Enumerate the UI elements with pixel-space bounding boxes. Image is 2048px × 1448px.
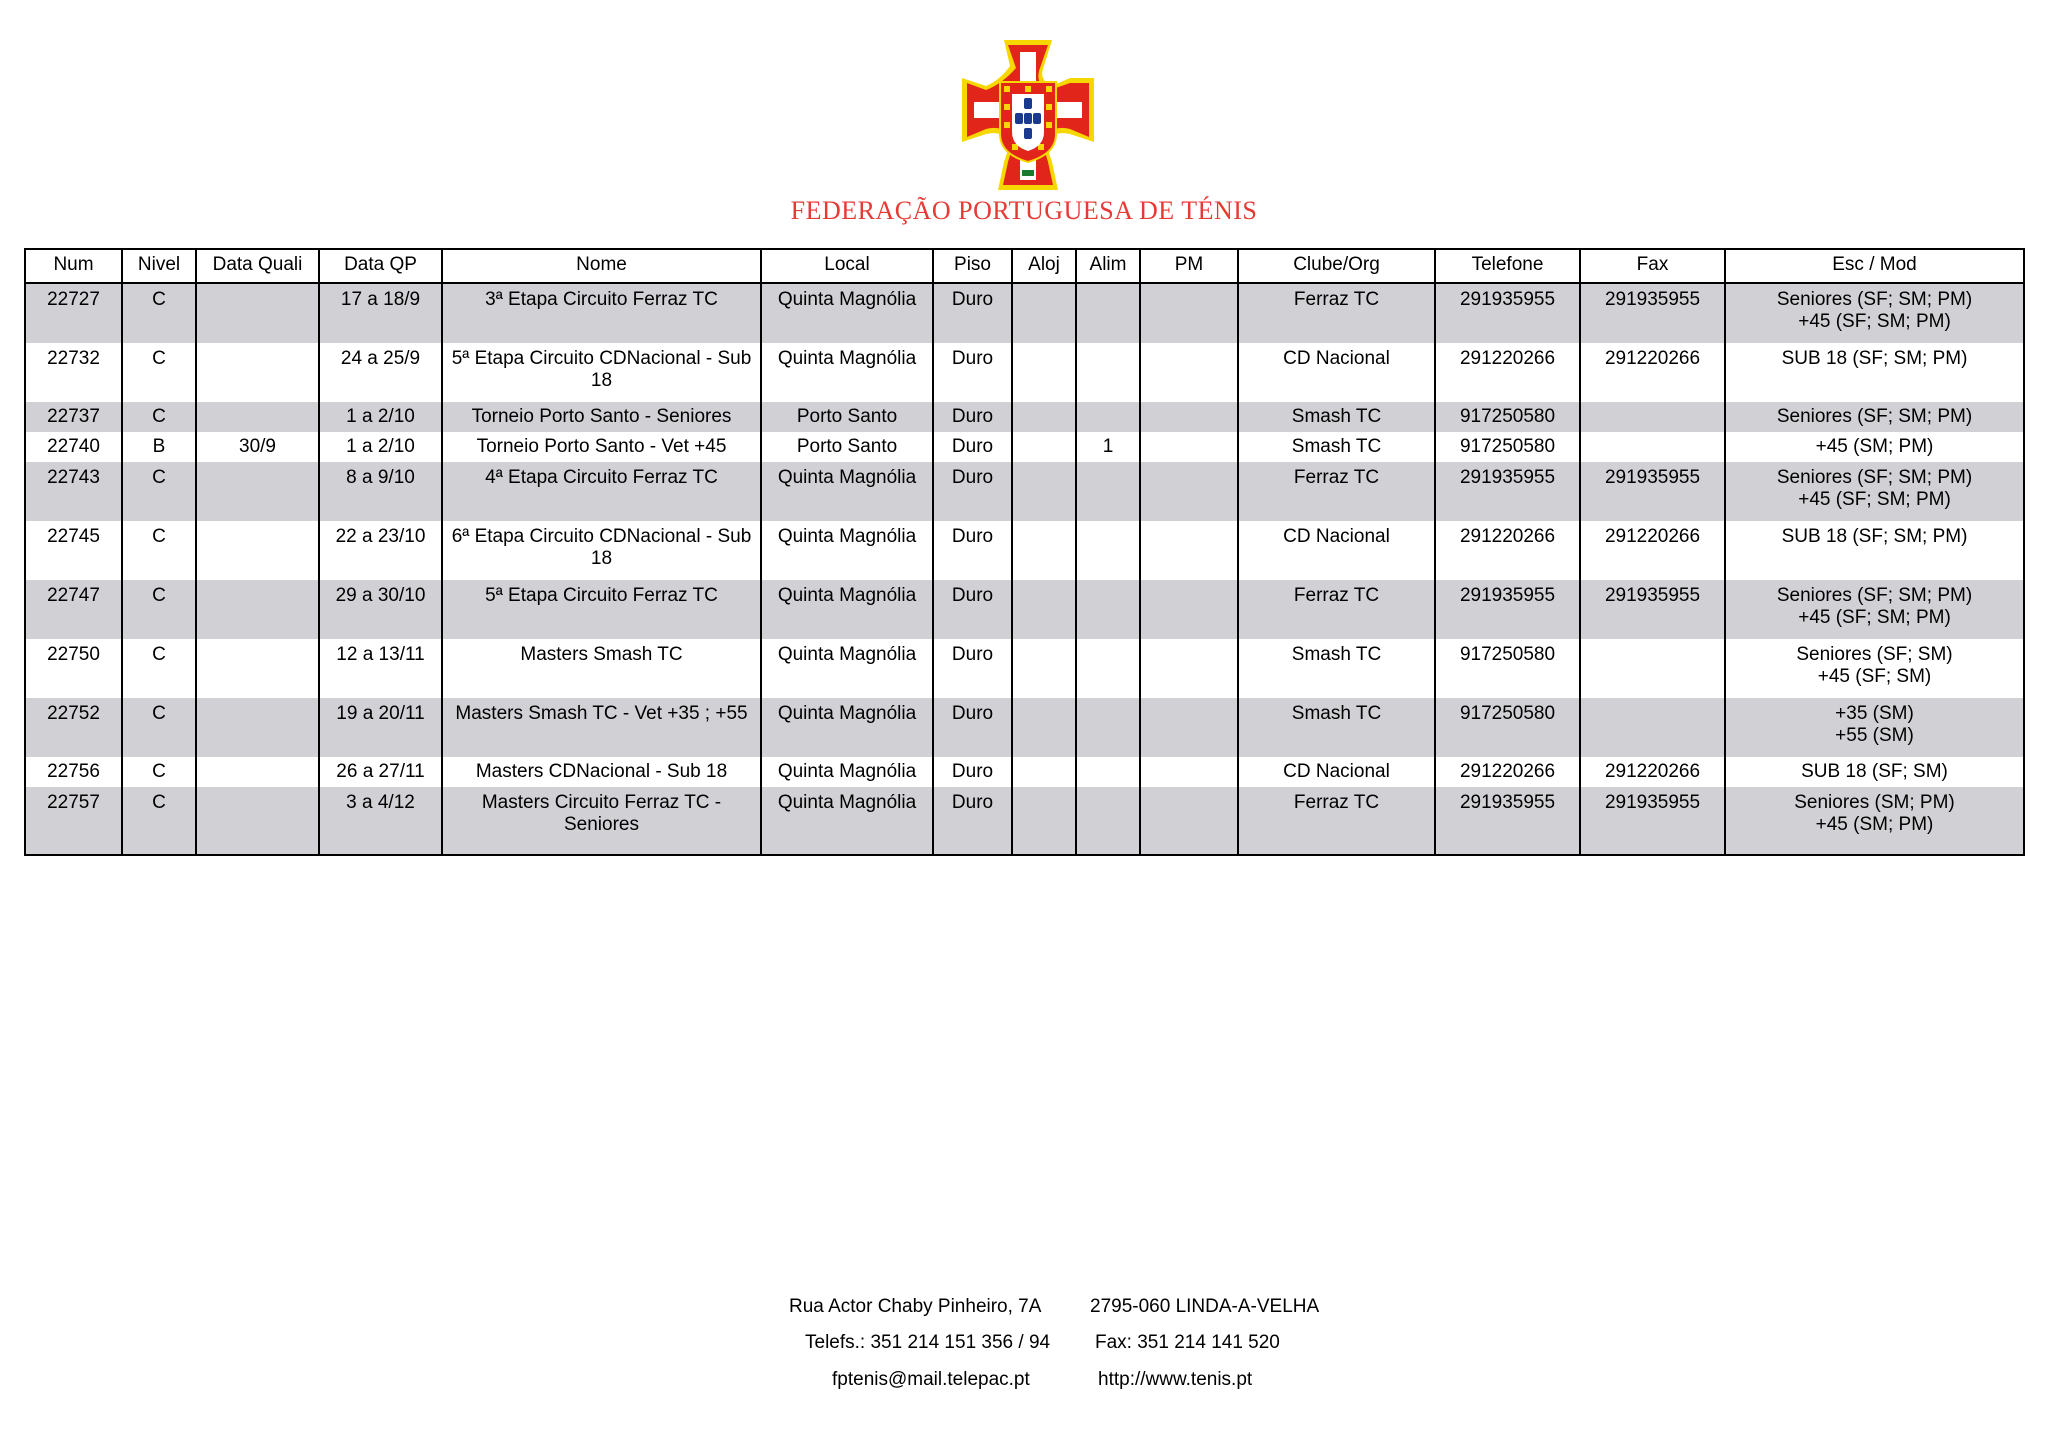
cell-nome: 3ª Etapa Circuito Ferraz TC [442, 283, 761, 343]
cell-pm [1140, 639, 1238, 698]
cell-local: Quinta Magnólia [761, 580, 933, 639]
cell-telefone: 291935955 [1435, 580, 1580, 639]
cell-clube: CD Nacional [1238, 343, 1435, 402]
cell-esc-mod [1725, 698, 2024, 757]
column-header: Num [25, 249, 122, 283]
cell-local: Quinta Magnólia [761, 283, 933, 343]
column-header: Nivel [122, 249, 196, 283]
table-body [25, 283, 2024, 855]
cell-nivel: C [122, 580, 196, 639]
cell-piso: Duro [933, 283, 1012, 343]
cell-fax: 291935955 [1580, 462, 1725, 521]
cell-fax: 291935955 [1580, 787, 1725, 846]
column-header: Fax [1580, 249, 1725, 283]
cell-piso: Duro [933, 757, 1012, 787]
cell-aloj [1012, 432, 1076, 462]
esc-mod-line: Seniores (SM; PM) [1794, 792, 1955, 813]
cross-shield-icon [960, 38, 1096, 192]
cell-clube: Ferraz TC [1238, 462, 1435, 521]
table-row [25, 757, 2024, 787]
table-row [25, 698, 2024, 757]
cell-clube: Smash TC [1238, 432, 1435, 462]
esc-mod-line: +55 (SM) [1835, 725, 1914, 746]
cell-data-quali [196, 462, 319, 521]
cell-nivel: C [122, 698, 196, 757]
cell-data-quali: 30/9 [196, 432, 319, 462]
table-header-row [25, 249, 2024, 283]
esc-mod-line: +45 (SF; SM; PM) [1798, 489, 1951, 510]
cell-pm [1140, 343, 1238, 402]
cell-nivel: C [122, 757, 196, 787]
cell-aloj [1012, 402, 1076, 432]
cell-fax: 291935955 [1580, 580, 1725, 639]
cell-esc-mod [1725, 343, 2024, 402]
cell-local: Quinta Magnólia [761, 787, 933, 846]
cell-piso: Duro [933, 639, 1012, 698]
cell-nivel: C [122, 521, 196, 580]
cell-alim: 1 [1076, 432, 1140, 462]
cell-nivel: B [122, 432, 196, 462]
cell-fax [1580, 639, 1725, 698]
column-header: Telefone [1435, 249, 1580, 283]
cell-data-quali [196, 402, 319, 432]
cell-nome: 4ª Etapa Circuito Ferraz TC [442, 462, 761, 521]
cell-nome: Torneio Porto Santo - Seniores [442, 402, 761, 432]
cell-aloj [1012, 283, 1076, 343]
cell-esc-mod [1725, 432, 2024, 462]
cell-telefone: 291935955 [1435, 787, 1580, 846]
cell-num: 22750 [25, 639, 122, 698]
cell-clube: Smash TC [1238, 639, 1435, 698]
cell-esc-mod [1725, 757, 2024, 787]
esc-mod-line: SUB 18 (SF; SM; PM) [1781, 526, 1968, 547]
spacer-cell [1580, 846, 1725, 855]
cell-clube: CD Nacional [1238, 521, 1435, 580]
column-header: Data Quali [196, 249, 319, 283]
esc-mod-line: SUB 18 (SF; SM) [1801, 761, 1948, 782]
cell-telefone: 291220266 [1435, 343, 1580, 402]
table-row [25, 343, 2024, 402]
cell-num: 22747 [25, 580, 122, 639]
cell-esc-mod [1725, 580, 2024, 639]
cell-local: Quinta Magnólia [761, 639, 933, 698]
spacer-cell [1012, 846, 1076, 855]
column-header: Data QP [319, 249, 442, 283]
cell-piso: Duro [933, 462, 1012, 521]
column-header: Local [761, 249, 933, 283]
cell-esc-mod [1725, 402, 2024, 432]
cell-nivel: C [122, 343, 196, 402]
cell-data-qp: 3 a 4/12 [319, 787, 442, 846]
cell-aloj [1012, 698, 1076, 757]
table-footer-spacer [25, 846, 2024, 855]
cell-nivel: C [122, 787, 196, 846]
table-row [25, 432, 2024, 462]
esc-mod-line: +45 (SF; SM) [1817, 666, 1932, 687]
cell-aloj [1012, 757, 1076, 787]
cell-data-quali [196, 639, 319, 698]
column-header: Clube/Org [1238, 249, 1435, 283]
cell-data-qp: 29 a 30/10 [319, 580, 442, 639]
cell-num: 22737 [25, 402, 122, 432]
cell-pm [1140, 787, 1238, 846]
esc-mod-line: Seniores (SF; SM; PM) [1776, 289, 1973, 310]
cell-aloj [1012, 462, 1076, 521]
events-table [24, 248, 2025, 856]
cell-clube: Smash TC [1238, 402, 1435, 432]
cell-esc-mod [1725, 639, 2024, 698]
cell-nivel: C [122, 402, 196, 432]
spacer-cell [319, 846, 442, 855]
cell-clube: Ferraz TC [1238, 283, 1435, 343]
cell-pm [1140, 402, 1238, 432]
cell-aloj [1012, 580, 1076, 639]
cell-piso: Duro [933, 580, 1012, 639]
spacer-cell [196, 846, 319, 855]
cell-esc-mod [1725, 283, 2024, 343]
cell-piso: Duro [933, 402, 1012, 432]
cell-aloj [1012, 639, 1076, 698]
cell-fax [1580, 402, 1725, 432]
footer-fax: Fax: 351 214 141 520 [1095, 1332, 1280, 1353]
table-row [25, 283, 2024, 343]
cell-clube: CD Nacional [1238, 757, 1435, 787]
cell-nome: Masters CDNacional - Sub 18 [442, 757, 761, 787]
esc-mod-line: SUB 18 (SF; SM; PM) [1781, 348, 1968, 369]
cell-num: 22757 [25, 787, 122, 846]
cell-fax: 291220266 [1580, 343, 1725, 402]
column-header: Aloj [1012, 249, 1076, 283]
column-header: Nome [442, 249, 761, 283]
cell-data-quali [196, 787, 319, 846]
table-row [25, 402, 2024, 432]
cell-aloj [1012, 521, 1076, 580]
spacer-cell [933, 846, 1012, 855]
cell-nome: 6ª Etapa Circuito CDNacional - Sub 18 [442, 521, 761, 580]
esc-mod-line: +45 (SF; SM; PM) [1798, 311, 1951, 332]
cell-telefone: 917250580 [1435, 639, 1580, 698]
cell-local: Quinta Magnólia [761, 462, 933, 521]
cell-telefone: 291220266 [1435, 757, 1580, 787]
esc-mod-line: Seniores (SF; SM; PM) [1776, 467, 1973, 488]
spacer-cell [1140, 846, 1238, 855]
cell-local: Porto Santo [761, 402, 933, 432]
cell-data-qp: 1 a 2/10 [319, 432, 442, 462]
cell-local: Quinta Magnólia [761, 757, 933, 787]
esc-mod-line: Seniores (SF; SM) [1796, 644, 1953, 665]
cell-alim [1076, 462, 1140, 521]
cell-alim [1076, 787, 1140, 846]
table-row [25, 787, 2024, 846]
spacer-cell [1435, 846, 1580, 855]
cell-pm [1140, 521, 1238, 580]
cell-aloj [1012, 343, 1076, 402]
cell-alim [1076, 757, 1140, 787]
cell-alim [1076, 521, 1140, 580]
cell-alim [1076, 580, 1140, 639]
cell-piso: Duro [933, 521, 1012, 580]
cell-fax [1580, 698, 1725, 757]
cell-nome: Masters Circuito Ferraz TC - Seniores [442, 787, 761, 846]
cell-telefone: 291935955 [1435, 283, 1580, 343]
federation-logo [960, 38, 1096, 192]
cell-alim [1076, 402, 1140, 432]
cell-fax: 291935955 [1580, 283, 1725, 343]
esc-mod-line: +45 (SM; PM) [1815, 814, 1934, 835]
cell-telefone: 291220266 [1435, 521, 1580, 580]
esc-mod-line: +45 (SM; PM) [1815, 436, 1934, 457]
cell-clube: Smash TC [1238, 698, 1435, 757]
cell-num: 22752 [25, 698, 122, 757]
cell-local: Porto Santo [761, 432, 933, 462]
cell-nome: 5ª Etapa Circuito Ferraz TC [442, 580, 761, 639]
footer-phones: Telefs.: 351 214 151 356 / 94 [805, 1332, 1051, 1353]
table-row [25, 521, 2024, 580]
cell-data-qp: 24 a 25/9 [319, 343, 442, 402]
footer-address: Rua Actor Chaby Pinheiro, 7A [789, 1296, 1042, 1317]
cell-num: 22727 [25, 283, 122, 343]
table-row [25, 580, 2024, 639]
table-row [25, 462, 2024, 521]
cell-num: 22743 [25, 462, 122, 521]
esc-mod-line: +35 (SM) [1835, 703, 1914, 724]
cell-aloj [1012, 787, 1076, 846]
cell-num: 22756 [25, 757, 122, 787]
org-name: FEDERAÇÃO PORTUGUESA DE TÉNIS [790, 196, 1258, 225]
cell-data-qp: 22 a 23/10 [319, 521, 442, 580]
spacer-cell [1725, 846, 2024, 855]
cell-piso: Duro [933, 432, 1012, 462]
cell-data-qp: 12 a 13/11 [319, 639, 442, 698]
cell-local: Quinta Magnólia [761, 343, 933, 402]
footer-postal: 2795-060 LINDA-A-VELHA [1090, 1296, 1320, 1317]
cell-piso: Duro [933, 343, 1012, 402]
table-row [25, 639, 2024, 698]
spacer-cell [1076, 846, 1140, 855]
spacer-cell [761, 846, 933, 855]
cell-data-quali [196, 757, 319, 787]
cell-nome: Masters Smash TC [442, 639, 761, 698]
column-header: Alim [1076, 249, 1140, 283]
cell-data-quali [196, 343, 319, 402]
cell-pm [1140, 283, 1238, 343]
cell-nome: Masters Smash TC - Vet +35 ; +55 [442, 698, 761, 757]
cell-data-quali [196, 283, 319, 343]
cell-data-qp: 19 a 20/11 [319, 698, 442, 757]
cell-esc-mod [1725, 521, 2024, 580]
cell-nome: 5ª Etapa Circuito CDNacional - Sub 18 [442, 343, 761, 402]
cell-pm [1140, 432, 1238, 462]
cell-local: Quinta Magnólia [761, 521, 933, 580]
spacer-cell [25, 846, 122, 855]
esc-mod-line: +45 (SF; SM; PM) [1798, 607, 1951, 628]
cell-nivel: C [122, 283, 196, 343]
cell-num: 22745 [25, 521, 122, 580]
cell-pm [1140, 698, 1238, 757]
cell-pm [1140, 757, 1238, 787]
esc-mod-line: Seniores (SF; SM; PM) [1776, 406, 1973, 427]
cell-telefone: 291935955 [1435, 462, 1580, 521]
cell-fax: 291220266 [1580, 521, 1725, 580]
cell-pm [1140, 580, 1238, 639]
cell-num: 22732 [25, 343, 122, 402]
spacer-cell [122, 846, 196, 855]
cell-data-qp: 8 a 9/10 [319, 462, 442, 521]
cell-data-quali [196, 698, 319, 757]
cell-esc-mod [1725, 787, 2024, 846]
column-header: Esc / Mod [1725, 249, 2024, 283]
cell-piso: Duro [933, 698, 1012, 757]
cell-data-qp: 17 a 18/9 [319, 283, 442, 343]
cell-alim [1076, 698, 1140, 757]
cell-nivel: C [122, 462, 196, 521]
cell-nome: Torneio Porto Santo - Vet +45 [442, 432, 761, 462]
cell-esc-mod [1725, 462, 2024, 521]
cell-alim [1076, 639, 1140, 698]
cell-telefone: 917250580 [1435, 402, 1580, 432]
cell-telefone: 917250580 [1435, 432, 1580, 462]
esc-mod-line: Seniores (SF; SM; PM) [1776, 585, 1973, 606]
events-table-container [24, 248, 2023, 856]
cell-data-qp: 26 a 27/11 [319, 757, 442, 787]
footer-email[interactable]: fptenis@mail.telepac.pt [832, 1369, 1030, 1390]
cell-data-quali [196, 521, 319, 580]
spacer-cell [1238, 846, 1435, 855]
cell-piso: Duro [933, 787, 1012, 846]
cell-alim [1076, 283, 1140, 343]
cell-data-qp: 1 a 2/10 [319, 402, 442, 432]
column-header: PM [1140, 249, 1238, 283]
cell-fax: 291220266 [1580, 757, 1725, 787]
cell-nivel: C [122, 639, 196, 698]
cell-clube: Ferraz TC [1238, 580, 1435, 639]
column-header: Piso [933, 249, 1012, 283]
cell-telefone: 917250580 [1435, 698, 1580, 757]
cell-data-quali [196, 580, 319, 639]
cell-clube: Ferraz TC [1238, 787, 1435, 846]
cell-num: 22740 [25, 432, 122, 462]
cell-alim [1076, 343, 1140, 402]
footer-website[interactable]: http://www.tenis.pt [1098, 1369, 1253, 1390]
spacer-cell [442, 846, 761, 855]
cell-fax [1580, 432, 1725, 462]
cell-pm [1140, 462, 1238, 521]
cell-local: Quinta Magnólia [761, 698, 933, 757]
